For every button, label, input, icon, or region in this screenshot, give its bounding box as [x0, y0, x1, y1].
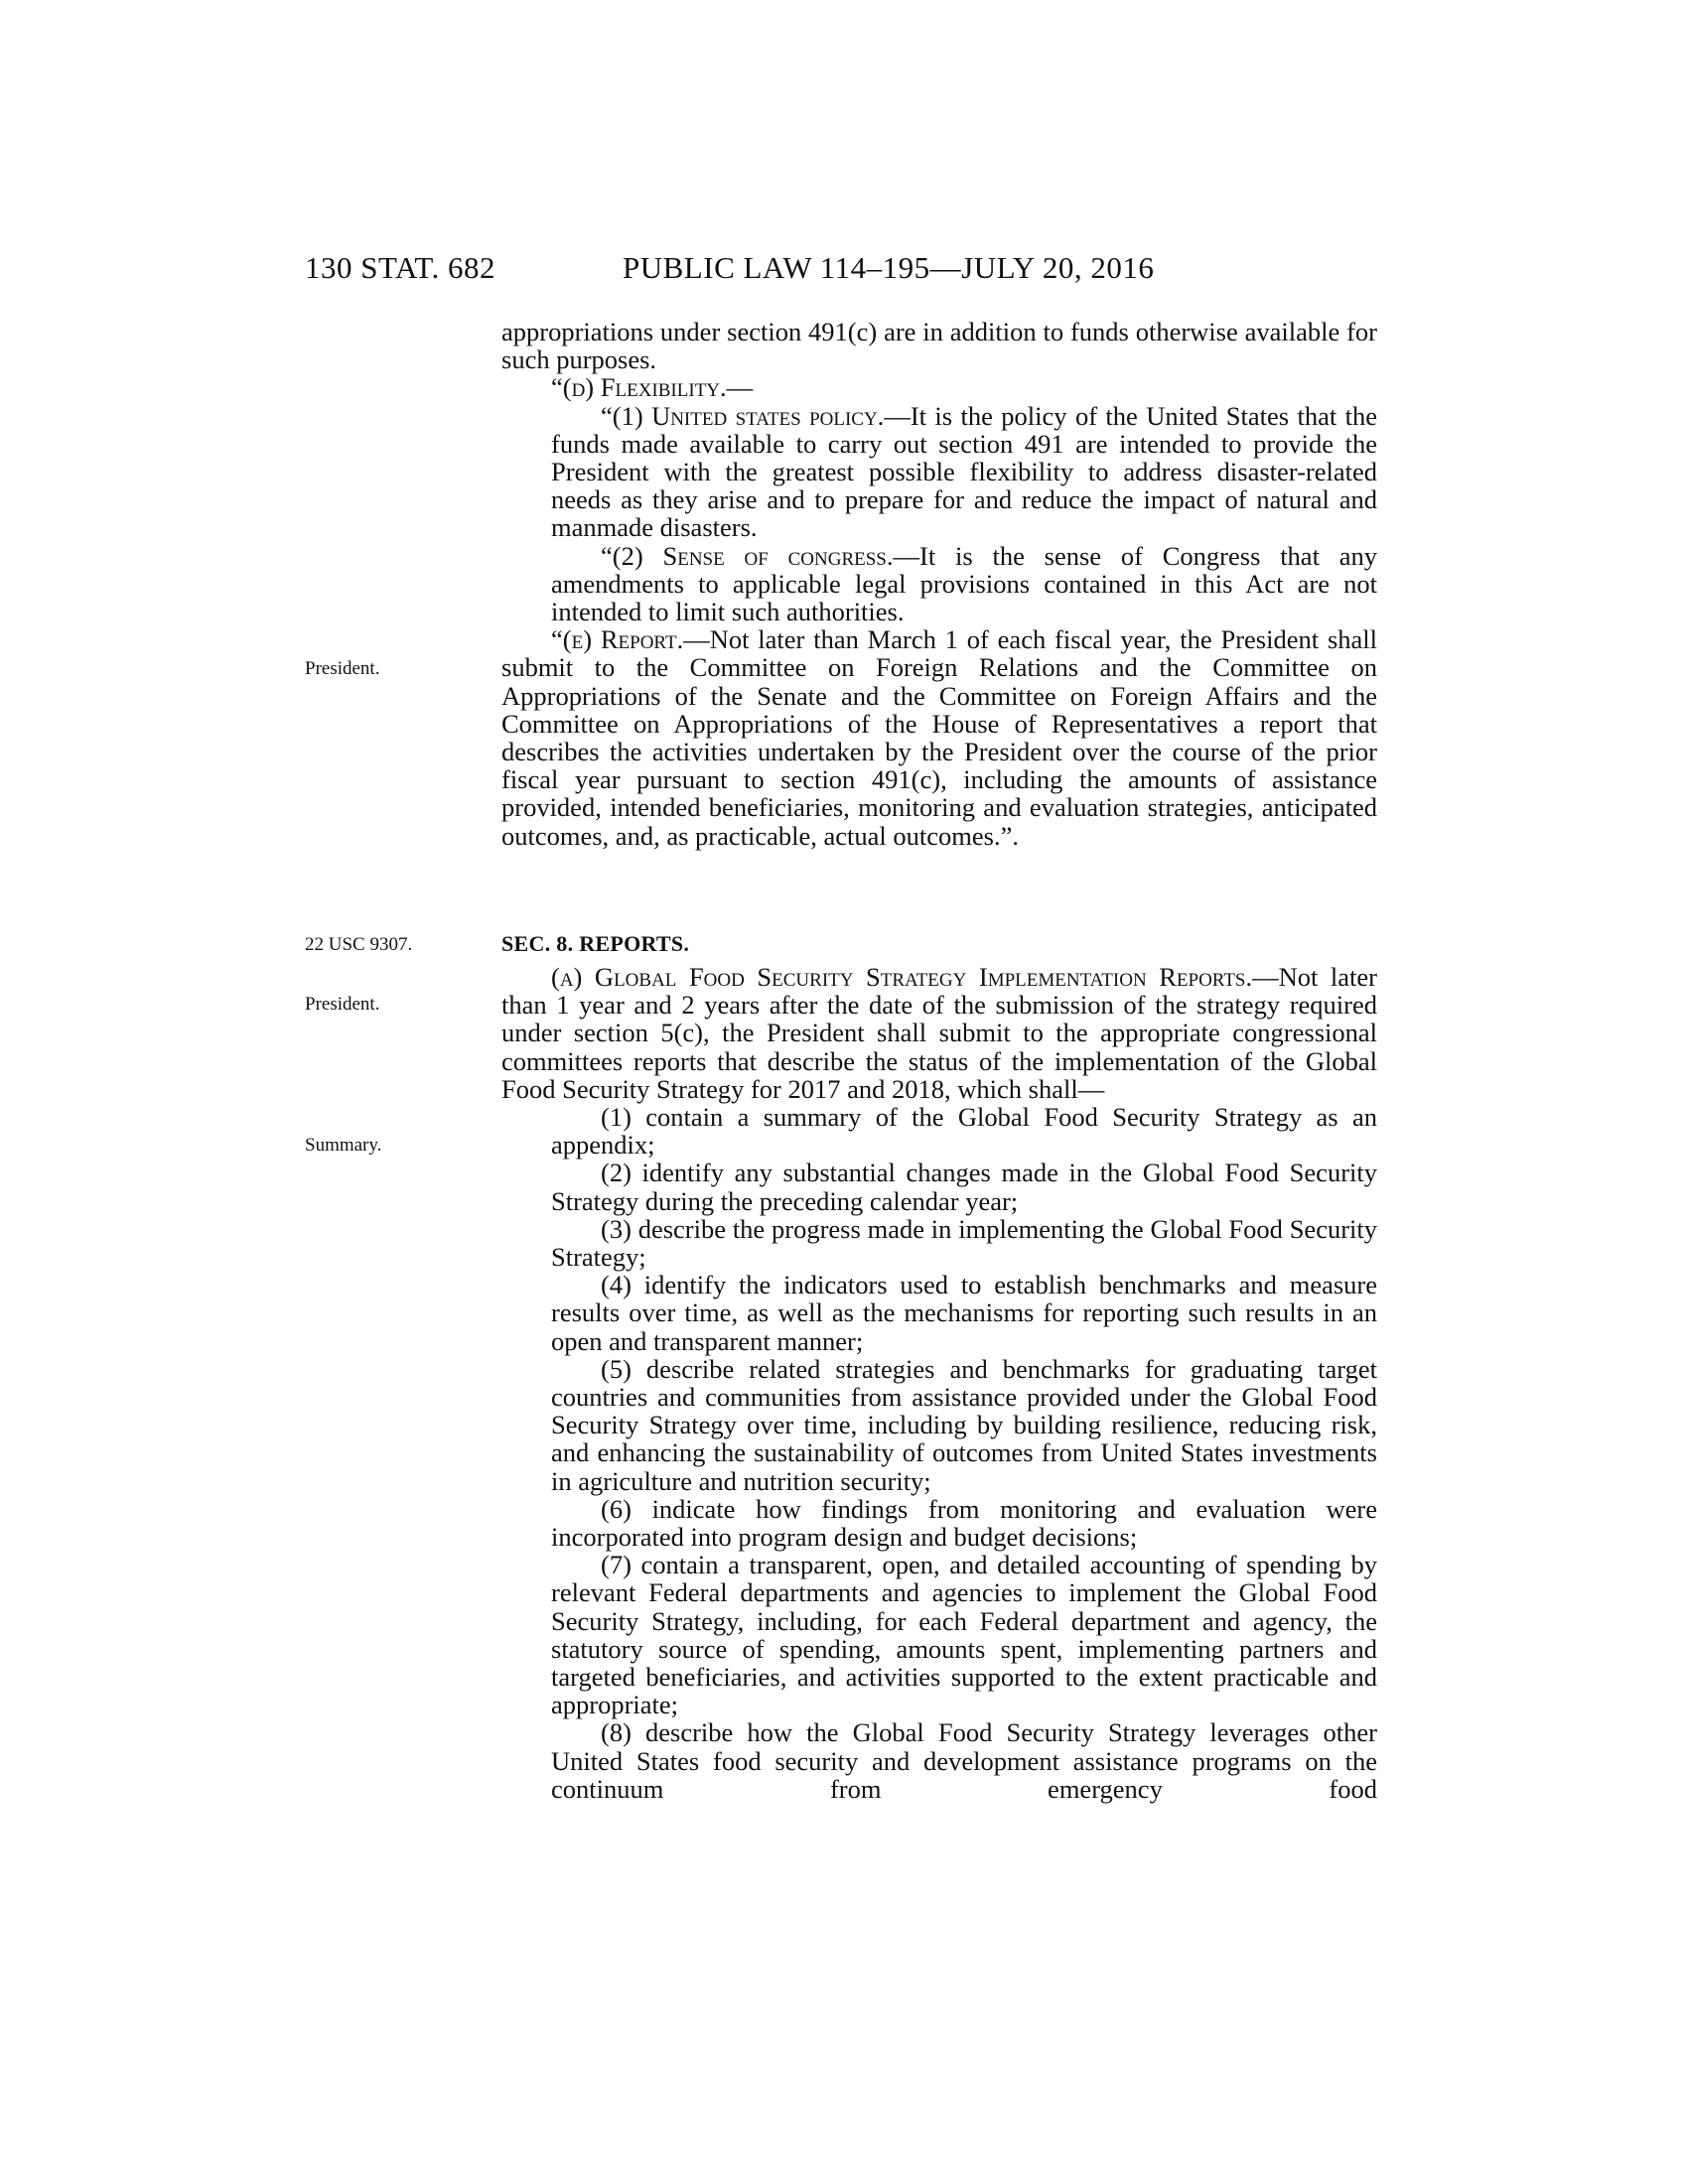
list-item: (8) describe how the Global Food Security Strategy leverages other United States food security and development assistance programs on the continuum from emergency food — [551, 1717, 1377, 1804]
report-requirements-list — [501, 1103, 1377, 1803]
margin-note-summary: Summary. — [305, 1135, 382, 1156]
margin-note-president: President. — [305, 658, 380, 679]
list-item: (4) identify the indicators used to establish benchmarks and measure results over time, as well as the mechanisms for reporting such results in an open and transparent manner; — [551, 1270, 1377, 1356]
paragraph-d2 — [551, 542, 1377, 626]
subsection-e-label: “(e) Report. — [551, 624, 684, 655]
subsection-e — [501, 625, 1377, 850]
paragraph-d1 — [551, 402, 1377, 542]
paragraph-d2-label: “(2) Sense of congress. — [601, 540, 894, 571]
list-item: (2) identify any substantial changes made in the Global Food Security Strategy during the preceding calendar year; — [551, 1158, 1377, 1216]
stat-page-number: 130 STAT. 682 — [305, 250, 496, 285]
continuation-paragraph: appropriations under section 491(c) are in addition to funds otherwise available for such purposes. — [501, 317, 1377, 375]
section-8-heading-block — [501, 930, 1377, 958]
subsection-a-text: —Not later than 1 year and 2 years after the date of the submission of the strategy required under section 5(c), the President shall submit to the appropriate congressional committees reports that describe the status of the implementation of the Global Food Security Strategy for 2017 and 2018, which shall— — [501, 962, 1378, 1104]
paragraph-d2-text: —It is the sense of Congress that any amendments to applicable legal provisions contained in this Act are not intended to limit such authorities. — [551, 540, 1378, 627]
paragraph-d1-label: “(1) United states policy. — [601, 400, 885, 431]
section-8-body — [501, 963, 1377, 1803]
list-item: (5) describe related strategies and benchmarks for graduating target countries and communities from assistance provided under the Global Food Security Strategy over time, including by building resilience, reducing risk, and enhancing the sustainability of outcomes from United States investments in agriculture and nutrition security; — [551, 1353, 1377, 1496]
list-item: (7) contain a transparent, open, and detailed accounting of spending by relevant Federal departments and agencies to implement the Global Food Security Strategy, including, for each Federal department and agency, the statutory source of spending, amounts spent, implementing partners and targeted beneficiaries, and activities supported to the extent practicable and appropriate; — [551, 1550, 1377, 1720]
margin-note-president: President. — [305, 994, 380, 1015]
subsection-d-heading: “(d) Flexibility.— — [551, 372, 754, 403]
subsection-a — [501, 963, 1377, 1103]
subsection-a-label: (a) Global Food Security Strategy Implementation Reports. — [551, 962, 1253, 992]
section-7-continuation — [501, 318, 1377, 850]
section-heading: SEC. 8. REPORTS. — [501, 931, 690, 956]
list-item: (6) indicate how findings from monitoring and evaluation were incorporated into program design and budget decisions; — [551, 1493, 1377, 1553]
subsection-d-paragraphs — [501, 402, 1377, 626]
paragraph-d1-text: —It is the policy of the United States that the funds made available to carry out section 491 are intended to provide the President with the greatest possible flexibility to address disaster-related needs as they arise and to prepare for and reduce the impact of natural and manmade disasters. — [551, 400, 1377, 543]
subsection-e-text: —Not later than March 1 of each fiscal year, the President shall submit to the Committee on Foreign Relations and the Committee on Appropriations of the Senate and the Committee on Foreign Affairs and the Committee on Appropriations of the House of Representatives a report that describes the activities undertaken by the President over the course of the prior fiscal year pursuant to section 491(c), including the amounts of assistance provided, intended beneficiaries, monitoring and evaluation strategies, anticipated outcomes, and, as practicable, actual outcomes.”. — [501, 624, 1377, 851]
list-item: (1) contain a summary of the Global Food Security Strategy as an appendix; — [551, 1102, 1377, 1160]
margin-note-usc: 22 USC 9307. — [305, 934, 413, 955]
list-item: (3) describe the progress made in implementing the Global Food Security Strategy; — [551, 1213, 1377, 1273]
page-header-title: PUBLIC LAW 114–195—JULY 20, 2016 — [623, 250, 1155, 285]
